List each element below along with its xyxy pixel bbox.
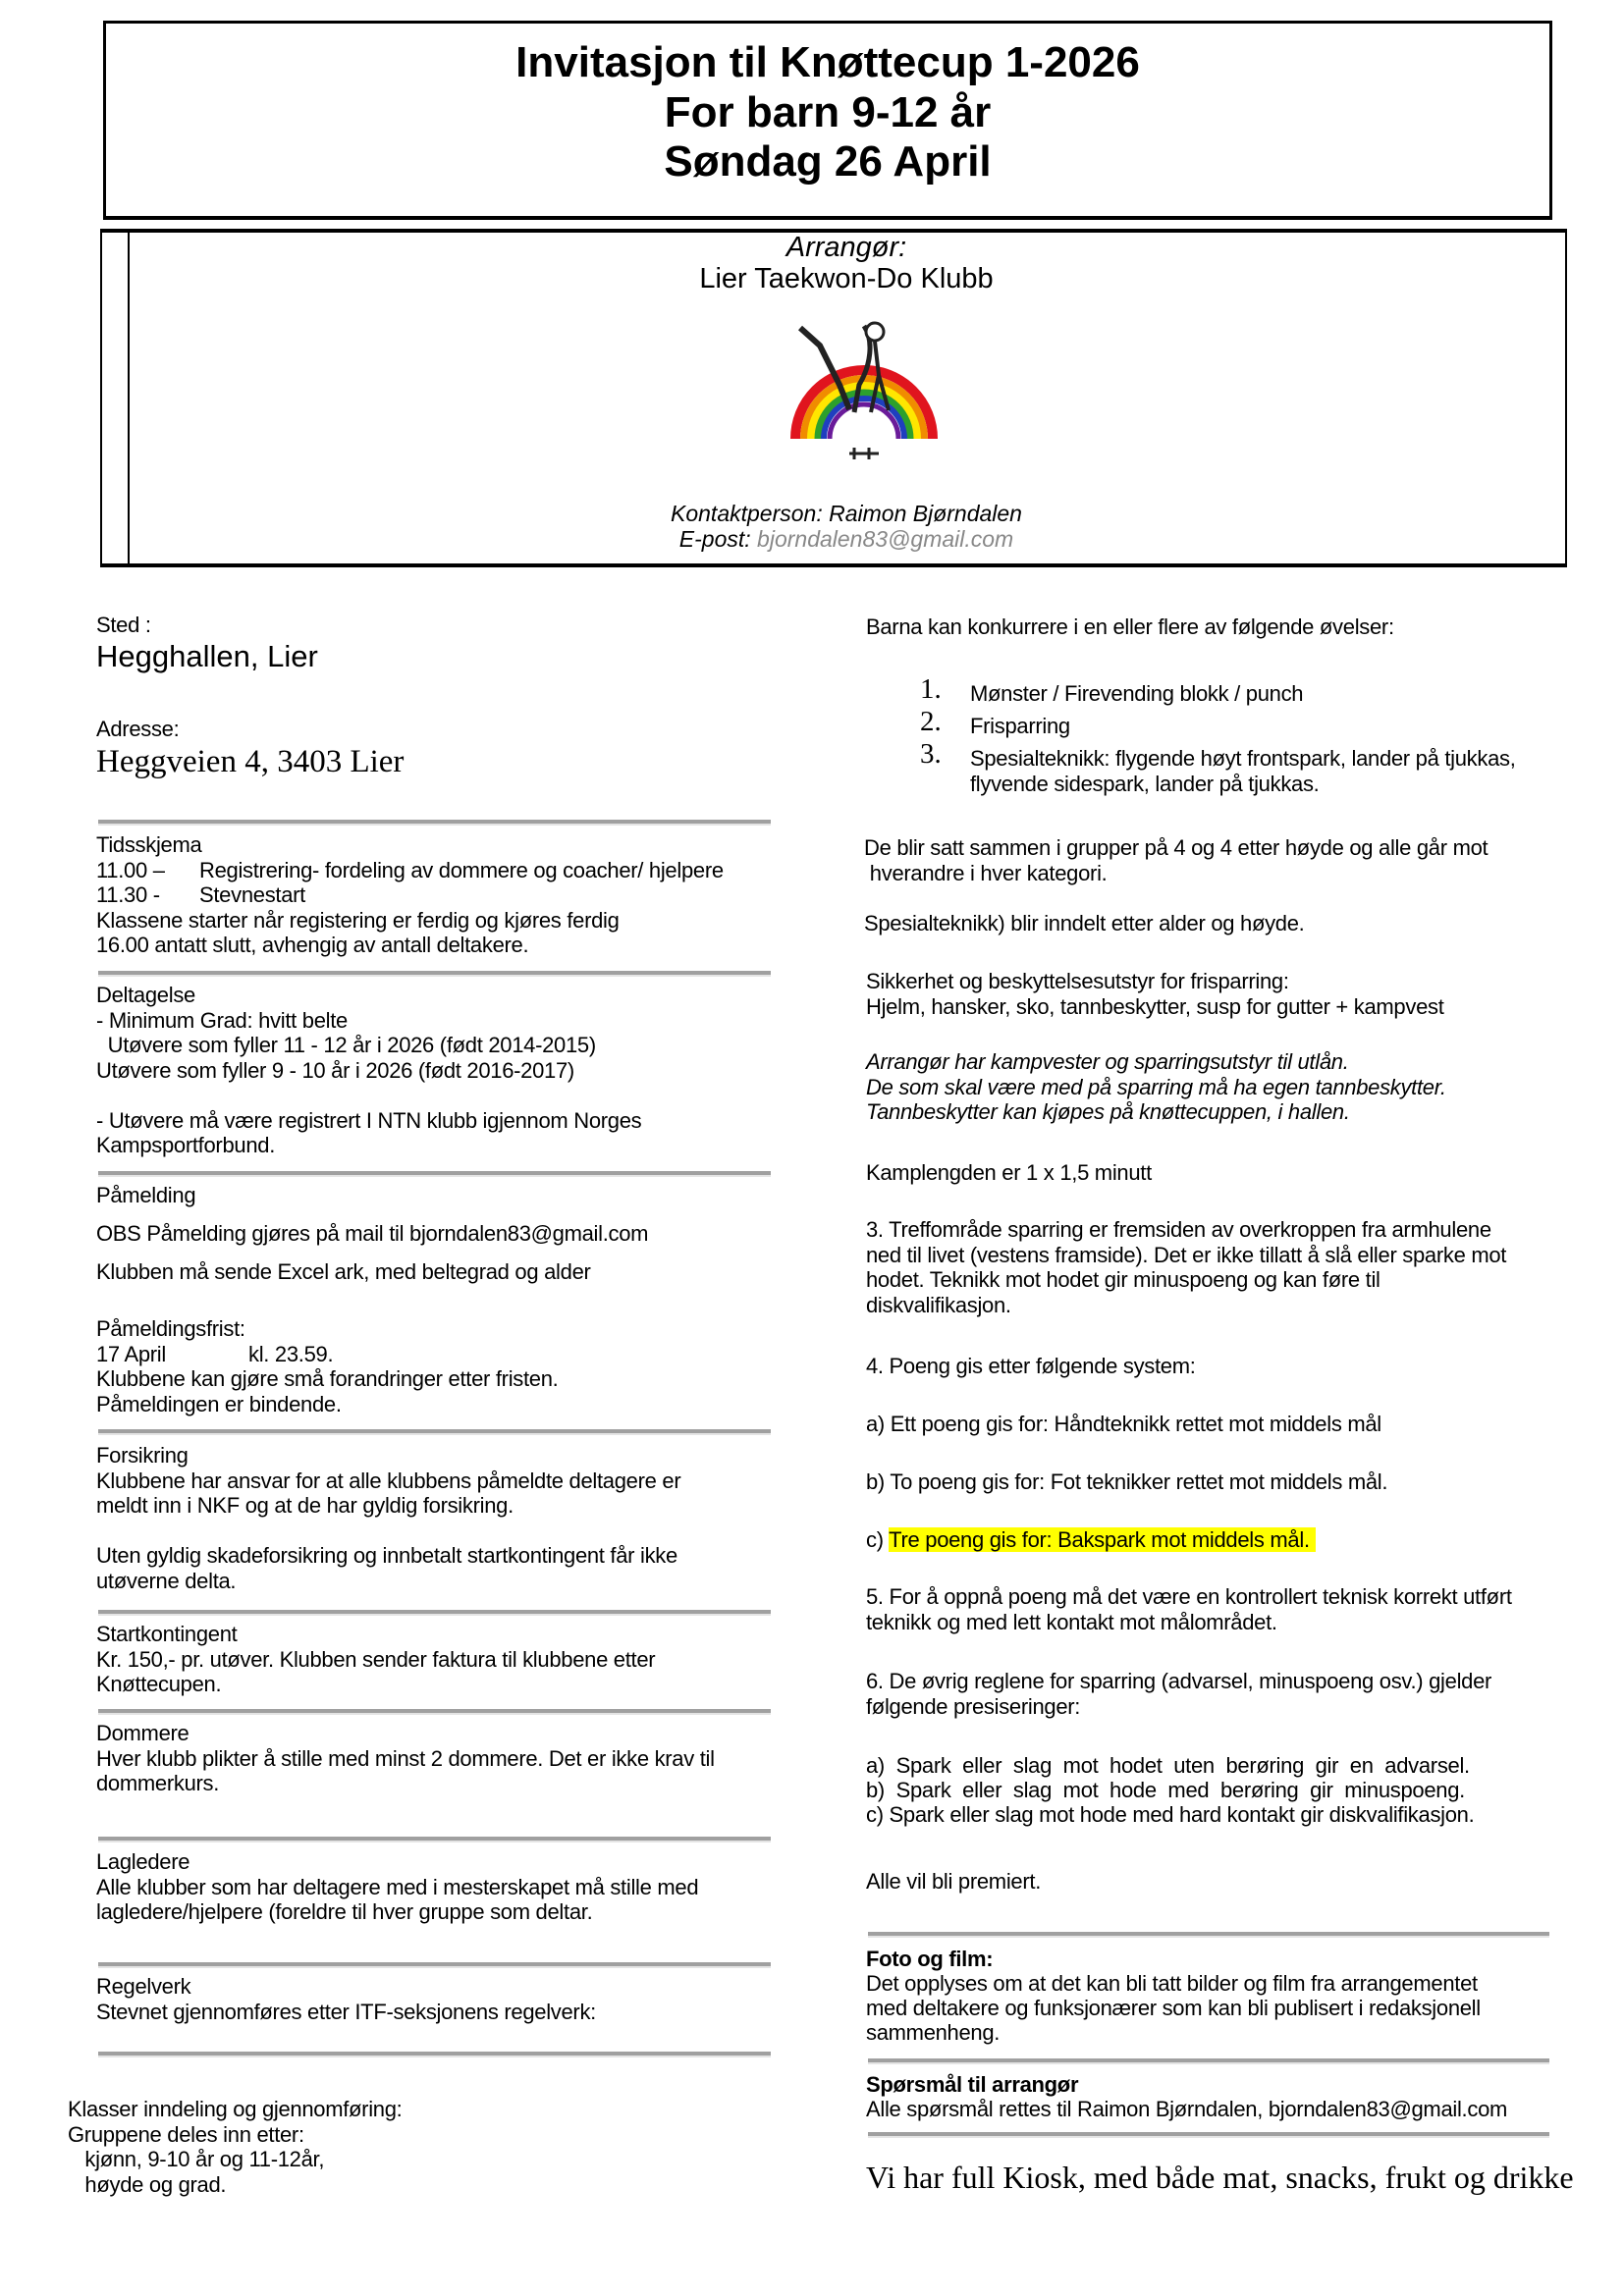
lagledere-block	[96, 1849, 698, 1925]
divider	[98, 1709, 771, 1715]
adresse-value: Heggveien 4, 3403 Lier	[96, 744, 405, 779]
frist-date: 17 April	[96, 1341, 166, 1366]
text-line: Hjelm, hansker, sko, tannbeskytter, susp for gutter + kampvest	[866, 993, 1444, 1019]
startkontingent-heading: Startkontingent	[96, 1622, 238, 1646]
text-line: sammenheng.	[866, 2020, 1001, 2045]
startkontingent-block	[96, 1622, 655, 1697]
tidsskjema-block	[96, 832, 724, 958]
divider	[98, 1962, 771, 1968]
text-line: Klasser inndeling og gjennomføring:	[68, 2097, 403, 2121]
divider	[98, 820, 771, 826]
text-line: c) Spark eller slag mot hode med hard kontakt gir diskvalifikasjon.	[866, 1802, 1475, 1827]
taekwondo-club-logo-icon	[781, 316, 947, 468]
text-line: Arrangør har kampvester og sparringsutstyr til utlån.	[866, 1049, 1349, 1074]
text-line: De blir satt sammen i grupper på 4 og 4 etter høyde og alle går mot	[864, 835, 1489, 860]
text-line: 5. For å oppnå poeng må det være en kontrollert teknisk korrekt utført	[866, 1584, 1512, 1609]
premiert-text: Alle vil bli premiert.	[866, 1869, 1042, 1894]
sikkerhet-text	[866, 969, 1444, 1019]
text-line: teknikk og med lett kontakt mot målområdet.	[866, 1609, 1277, 1634]
text-line: med deltakere og funksjonærer som kan bli publisert i redaksjonell	[866, 1996, 1481, 2020]
dommere-block	[96, 1721, 715, 1796]
organizer-contact: Kontaktperson: Raimon Bjørndalen	[671, 501, 1022, 526]
ovrig-text	[866, 1669, 1491, 1719]
spesial-text: Spesialteknikk) blir inndelt etter alder og høyde.	[864, 911, 1305, 935]
text-line: utøverne delta.	[96, 1568, 237, 1593]
divider	[98, 1429, 771, 1435]
divider	[98, 971, 771, 977]
event-item: Mønster / Firevending blokk / punch	[970, 681, 1304, 706]
foto-heading: Foto og film:	[866, 1947, 994, 1971]
text-line: Spesialteknikk: flygende høyt frontspark, lander på tjukkas,	[970, 746, 1516, 771]
foto-block	[866, 1947, 1481, 2045]
text-line: ned til livet (vestens framside). Det er ikke tillatt å slå eller sparke mot	[866, 1242, 1507, 1267]
events-intro: Barna kan konkurrere i en eller flere av følgende øvelser:	[866, 614, 1394, 639]
divider	[868, 1932, 1549, 1938]
poeng-c	[866, 1527, 1316, 1553]
title-line-3: Søndag 26 April	[664, 137, 992, 186]
text-line: 16.00 antatt slutt, avhengig av antall deltakere.	[96, 933, 529, 957]
text-line: Utøvere som fyller 9 - 10 år i 2026 (født 2016-2017)	[96, 1057, 574, 1083]
event-number: 1.	[920, 673, 942, 705]
poeng-a: a) Ett poeng gis for: Håndteknikk rettet mot middels mål	[866, 1412, 1381, 1436]
text-line: b) Spark eller slag mot hode med berøring gir minuspoeng.	[866, 1778, 1465, 1802]
event-number: 2.	[920, 706, 942, 737]
text-line: kjønn, 9-10 år og 11-12år,	[68, 2147, 325, 2171]
divider	[98, 1837, 771, 1842]
kiosk-text: Vi har full Kiosk, med både mat, snacks, frukt og drikke	[866, 2160, 1574, 2195]
text-line	[96, 1519, 680, 1544]
schedule-row	[96, 882, 724, 908]
schedule-text: Stevnestart	[199, 882, 305, 907]
text-line: - Utøvere må være registrert I NTN klubb igjennom Norges	[96, 1107, 642, 1133]
tidsskjema-heading: Tidsskjema	[96, 832, 202, 857]
deltagelse-block	[96, 983, 641, 1158]
organizer-club: Lier Taekwon-Do Klubb	[699, 263, 994, 294]
poeng-c-highlighted: Tre poeng gis for: Bakspark mot middels mål.	[889, 1527, 1316, 1552]
grupper-text	[864, 835, 1488, 885]
organizer-email-link[interactable]: bjorndalen83@gmail.com	[757, 526, 1014, 552]
text-line: Knøttecupen.	[96, 1672, 222, 1696]
deltagelse-heading: Deltagelse	[96, 983, 195, 1007]
schedule-text: Registrering- fordeling av dommere og coacher/ hjelpere	[199, 857, 724, 882]
pamelding-obs: OBS Påmelding gjøres på mail til bjorndalen83@gmail.com	[96, 1221, 649, 1246]
presiseringer-text	[866, 1753, 1474, 1827]
text-line: 6. De øvrig reglene for sparring (advarsel, minuspoeng osv.) gjelder	[866, 1669, 1492, 1693]
event-item	[970, 746, 1516, 796]
text-line: Klassene starter når registering er ferdig og kjøres ferdig	[96, 907, 620, 933]
text-line: lagledere/hjelpere (foreldre til hver gruppe som deltar.	[96, 1899, 593, 1924]
divider	[868, 2132, 1549, 2138]
email-label: E-post:	[678, 526, 751, 552]
lagledere-heading: Lagledere	[96, 1849, 190, 1874]
klasser-block	[68, 2097, 402, 2197]
pamelding-frist-block	[96, 1316, 558, 1416]
text-line: Kr. 150,- pr. utøver. Klubben sender faktura til klubbene etter	[96, 1646, 656, 1672]
kamplengde-text: Kamplengden er 1 x 1,5 minutt	[866, 1160, 1152, 1185]
treff-text	[866, 1217, 1506, 1317]
text-line: dommerkurs.	[96, 1771, 220, 1795]
text-line: hverandre i hver kategori.	[864, 860, 1108, 885]
schedule-time: 11.00 –	[96, 857, 165, 882]
text-line: Det opplyses om at det kan bli tatt bilder og film fra arrangementet	[866, 1971, 1478, 1996]
sporsmal-heading: Spørsmål til arrangør	[866, 2072, 1079, 2097]
text-line: Kampsportforbund.	[96, 1133, 276, 1157]
divider	[98, 2052, 771, 2057]
title-box	[103, 21, 1552, 220]
schedule-row	[96, 858, 724, 883]
sted-label: Sted :	[96, 613, 151, 637]
text-line: Påmeldingen er bindende.	[96, 1391, 342, 1416]
poeng-b: b) To poeng gis for: Fot teknikker rettet mot middels mål.	[866, 1469, 1388, 1494]
text-line: Utøvere som fyller 11 - 12 år i 2026 (født 2014-2015)	[96, 1033, 596, 1057]
text-line: diskvalifikasjon.	[866, 1292, 1011, 1317]
event-item: Frisparring	[970, 714, 1070, 738]
text-line: Stevnet gjennomføres etter ITF-seksjonens regelverk:	[96, 1999, 596, 2024]
adresse-label: Adresse:	[96, 717, 180, 741]
text-line	[96, 1083, 641, 1108]
regelverk-block	[96, 1974, 596, 2024]
text-line: Alle klubber som har deltagere med i mesterskapet må stille med	[96, 1874, 699, 1899]
poeng-heading: 4. Poeng gis etter følgende system:	[866, 1354, 1196, 1378]
text-line: Klubbene har ansvar for at alle klubbens påmeldte deltagere er	[96, 1468, 681, 1493]
kontroll-text	[866, 1584, 1512, 1634]
text-line: Hver klubb plikter å stille med minst 2 dommere. Det er ikke krav til	[96, 1745, 715, 1771]
schedule-time: 11.30 -	[96, 882, 160, 907]
frist-heading: Påmeldingsfrist:	[96, 1316, 245, 1341]
title-line-2: For barn 9-12 år	[664, 88, 992, 136]
divider	[98, 1610, 771, 1616]
text-line: Gruppene deles inn etter:	[68, 2121, 304, 2147]
regelverk-heading: Regelverk	[96, 1974, 191, 1999]
text-line: De som skal være med på sparring må ha egen tannbeskytter.	[866, 1074, 1446, 1099]
event-number: 3.	[920, 738, 942, 770]
text-line: hodet. Teknikk mot hodet gir minuspoeng og kan føre til	[866, 1267, 1380, 1292]
sporsmal-text: Alle spørsmål rettes til Raimon Bjørndalen, bjorndalen83@gmail.com	[866, 2097, 1508, 2121]
pamelding-excel: Klubben må sende Excel ark, med beltegrad og alder	[96, 1259, 591, 1284]
text-line: 3. Treffområde sparring er fremsiden av overkroppen fra armhulene	[866, 1217, 1491, 1242]
forsikring-heading: Forsikring	[96, 1443, 189, 1468]
poeng-c-prefix: c)	[866, 1527, 890, 1552]
sporsmal-block	[866, 2072, 1507, 2121]
text-line: Sikkerhet og beskyttelsesutstyr for frisparring:	[866, 969, 1289, 993]
dommere-heading: Dommere	[96, 1721, 189, 1745]
text-line: Klubbene kan gjøre små forandringer etter fristen.	[96, 1366, 559, 1391]
text-line: flyvende sidespark, lander på tjukkas.	[970, 771, 1320, 796]
text-line: høyde og grad.	[68, 2171, 227, 2197]
text-line: a) Spark eller slag mot hodet uten berøring gir en advarsel.	[866, 1753, 1470, 1778]
divider	[98, 1171, 771, 1177]
forsikring-block	[96, 1443, 680, 1593]
pamelding-heading: Påmelding	[96, 1183, 196, 1207]
title-line-1: Invitasjon til Knøttecup 1-2026	[515, 38, 1140, 86]
frist-time: kl. 23.59.	[248, 1341, 334, 1366]
organizer-label: Arrangør:	[785, 232, 907, 263]
divider	[868, 2058, 1549, 2064]
text-line: Tannbeskytter kan kjøpes på knøttecuppen, i hallen.	[866, 1099, 1350, 1124]
sted-value: Hegghallen, Lier	[96, 639, 318, 673]
text-line: meldt inn i NKF og at de har gyldig forsikring.	[96, 1493, 514, 1518]
frist-row	[96, 1342, 558, 1367]
text-line: Uten gyldig skadeforsikring og innbetalt startkontingent får ikke	[96, 1543, 677, 1568]
text-line: - Minimum Grad: hvitt belte	[96, 1007, 348, 1033]
utlan-text	[866, 1049, 1446, 1125]
text-line: følgende presiseringer:	[866, 1693, 1081, 1719]
organizer-email-line	[130, 526, 1563, 553]
